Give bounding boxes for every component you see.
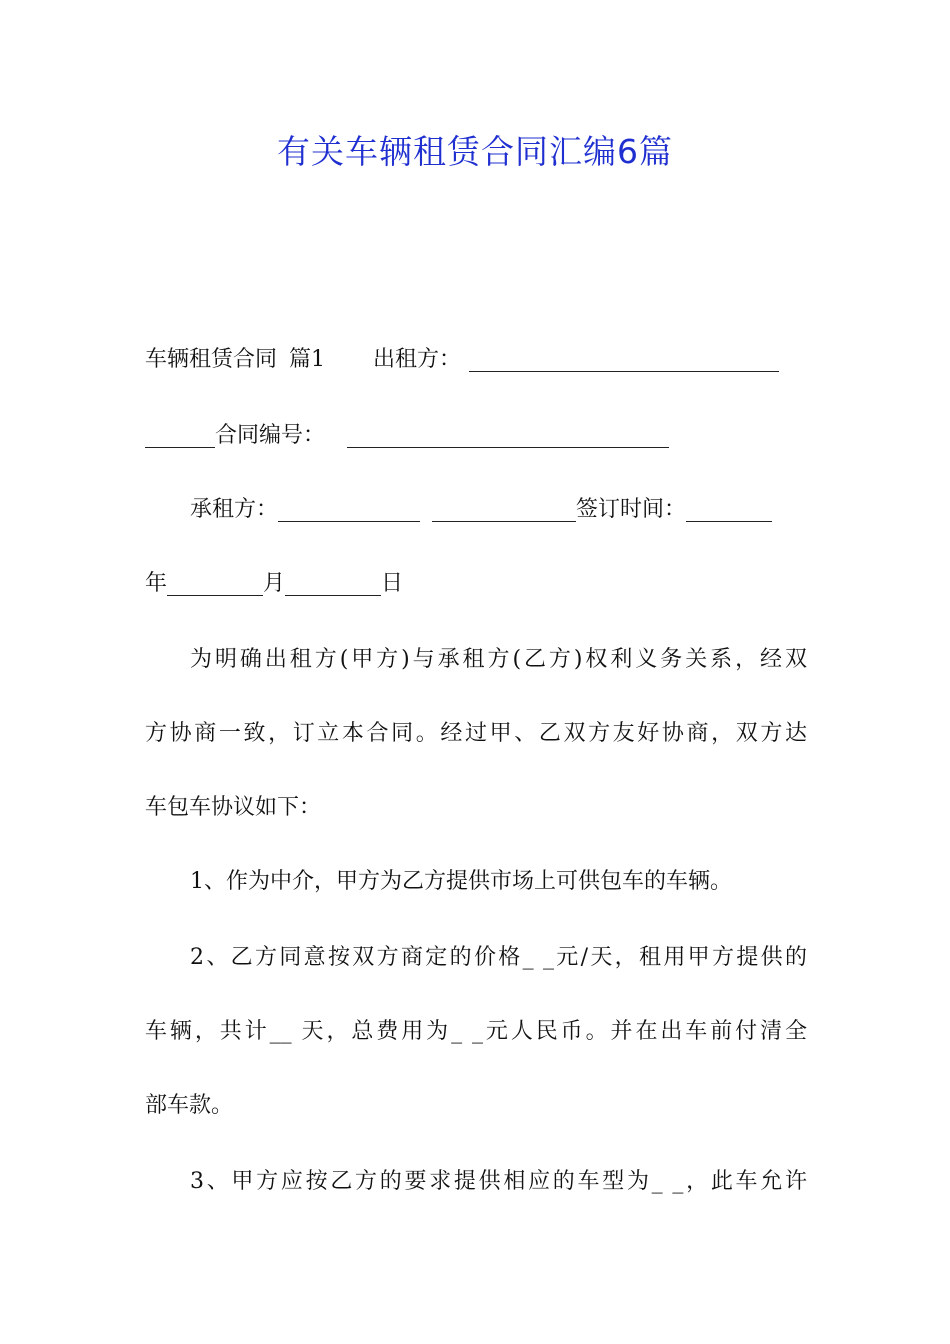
header-line-4 — [145, 568, 807, 600]
contract-no-label: 合同编号： — [215, 423, 326, 448]
lessor-blank[interactable] — [469, 349, 779, 372]
lessee-blank[interactable] — [278, 499, 420, 522]
lessor-label: 出租方： — [373, 347, 462, 372]
lessee-label: 承租方： — [190, 497, 279, 522]
contract-name: 车辆租赁合同 — [145, 347, 278, 372]
header-line-3 — [145, 494, 807, 526]
item-2-line-3: 部车款。 — [145, 1093, 234, 1118]
document-title: 有关车辆租赁合同汇编6篇 — [277, 132, 673, 171]
item-3-line-1: 3、甲方应按乙方的要求提供相应的车型为_ _，此车允许 — [190, 1169, 807, 1194]
day-blank[interactable] — [285, 573, 381, 596]
header-line-2 — [145, 420, 807, 452]
intro-line-1: 为明确出租方(甲方)与承租方(乙方)权利义务关系，经双 — [190, 647, 807, 672]
sign-year-blank[interactable] — [686, 499, 772, 522]
lessee-blank-2[interactable] — [432, 499, 576, 522]
item-1: 1、作为中介，甲方为乙方提供市场上可供包车的车辆。 — [190, 869, 732, 894]
month-label: 月 — [263, 571, 286, 596]
day-label: 日 — [381, 571, 404, 596]
sign-date-label: 签订时间： — [576, 497, 687, 522]
intro-line-3: 车包车协议如下： — [145, 795, 322, 820]
section-label: 篇1 — [289, 347, 326, 372]
contract-no-blank[interactable] — [347, 425, 669, 448]
item-2-line-2: 车辆，共计__ 天，总费用为_ _元人民币。并在出车前付清全 — [145, 1019, 807, 1044]
year-label: 年 — [145, 571, 168, 596]
lessor-blank-cont[interactable] — [145, 425, 215, 448]
header-line-1 — [145, 344, 807, 376]
month-blank[interactable] — [167, 573, 263, 596]
intro-line-2: 方协商一致，订立本合同。经过甲、乙双方友好协商，双方达 — [145, 721, 807, 746]
item-2-line-1: 2、乙方同意按双方商定的价格_ _元/天，租用甲方提供的 — [190, 945, 807, 970]
